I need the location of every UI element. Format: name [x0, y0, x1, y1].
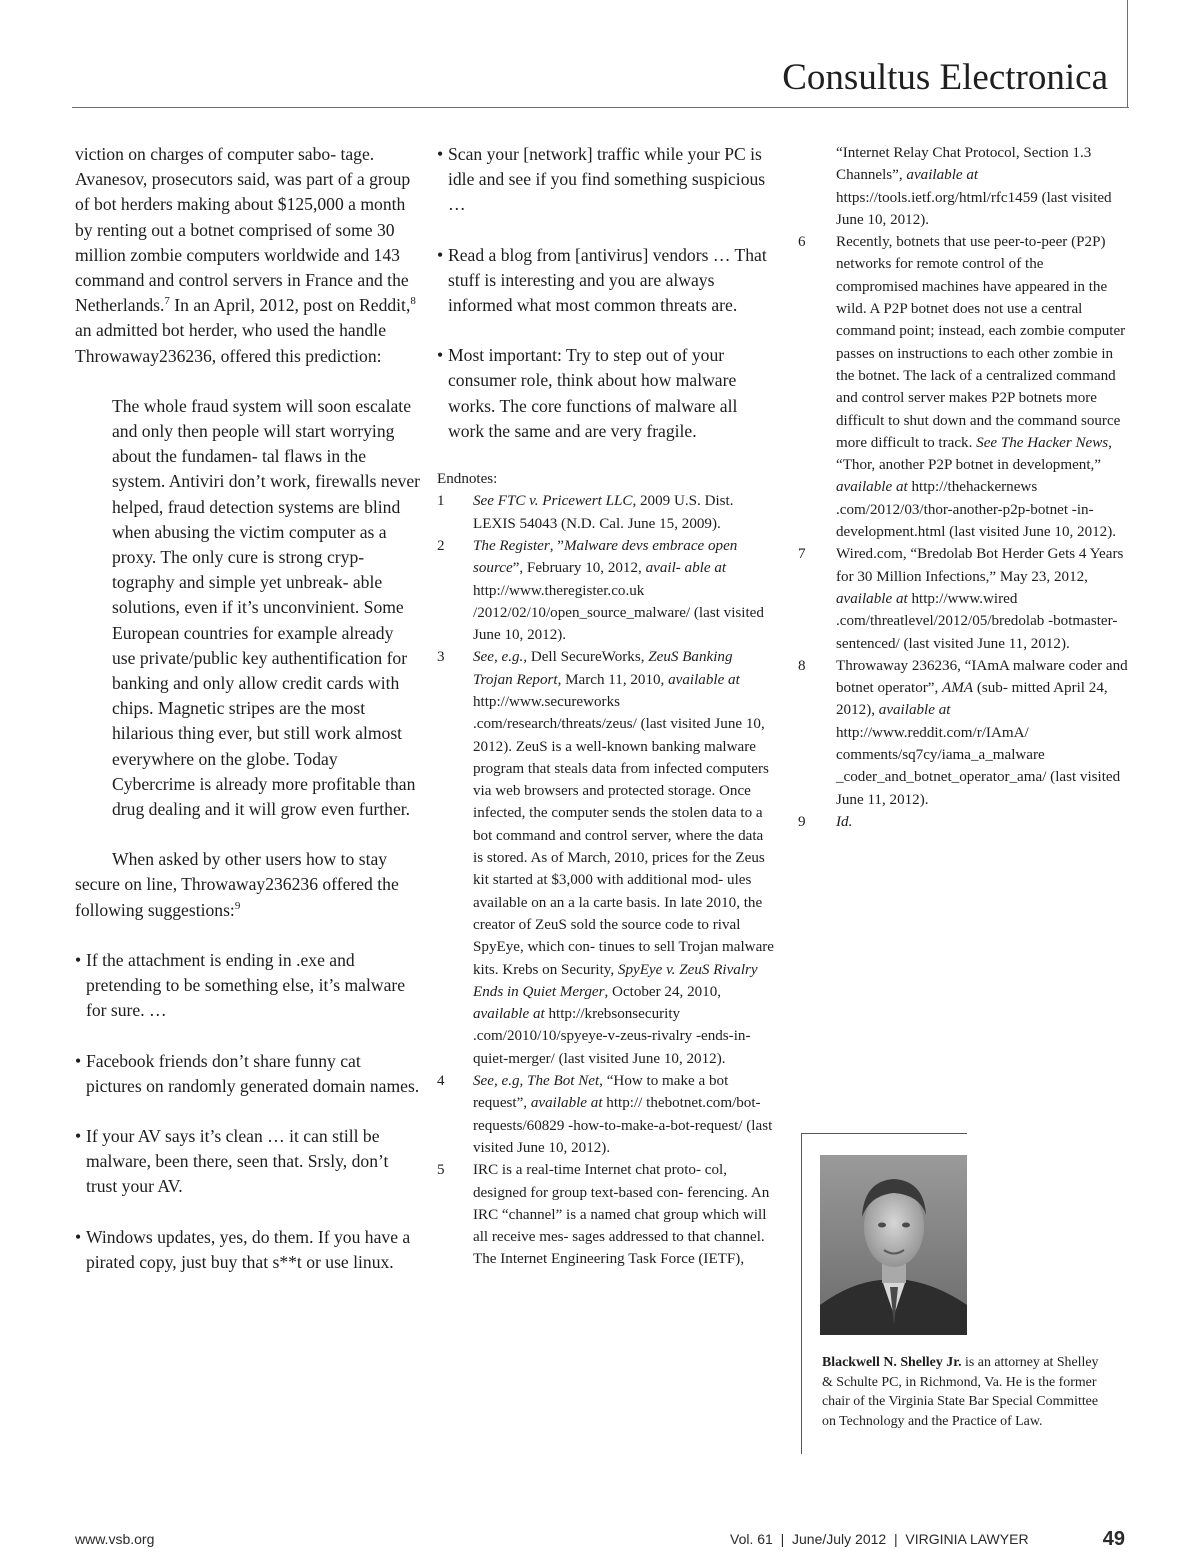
bullet-icon: •	[75, 1050, 82, 1071]
column-1	[75, 142, 420, 1275]
bullet-icon: •	[75, 949, 82, 970]
list-item: • Most important: Try to step out of your consumer role, think about how malware works. The core functions of malware all work the same and are very fragile.	[437, 343, 775, 444]
author-photo	[820, 1155, 967, 1335]
endnote-7: 7 Wired.com, “Bredolab Bot Herder Gets 4 Years for 30 Million Infections,” May 23, 2012, available at http://www.wired .com/threatlevel/2012/05/bredolab -botmaster-sentenced/ (last visited June 11, 2012).	[798, 546, 1124, 652]
list-item: • Facebook friends don’t share funny cat pictures on randomly generated domain names.	[75, 1049, 420, 1099]
endnote-9: 9 Id.	[798, 813, 853, 830]
paragraph-2: When asked by other users how to stay secure on line, Throwaway236236 offered the following suggestions:$^9$	[75, 849, 399, 920]
endnote-6: 6 Recently, botnets that use peer-to-peer (P2P) networks for remote control of the compromised machines have appeared in the wild. A P2P botnet does not use a central command point; instead, each zombie computer passes on instructions to each other zombie in the botnet. The lack of a centralized command and control server makes P2P botnets more difficult to shut down and the command source more difficult to track. See The Hacker News, “Thor, another P2P botnet in development,” available at http://thehackernews .com/2012/03/thor-another-p2p-botnet -in-development.html (last visited June 10, 2012).	[798, 234, 1126, 541]
list-item: • Windows updates, yes, do them. If you have a pirated copy, just buy that s**t or use linux.	[75, 1225, 420, 1275]
bullet-icon: •	[437, 144, 444, 164]
list-item: • Scan your [network] traffic while your PC is idle and see if you find something suspicious …	[437, 142, 775, 218]
endnote-4: 4 See, e.g, The Bot Net, “How to make a bot request”, available at http:// thebotnet.com/bot-requests/60829 -how-to-make-a-bot-request/ (last visited June 10, 2012).	[437, 1073, 773, 1156]
footer-url[interactable]: www.vsb.org	[75, 1531, 155, 1547]
bullet-icon: •	[437, 244, 444, 265]
endnotes-heading: Endnotes:	[437, 471, 498, 488]
endnote-1: 1 See FTC v. Pricewert LLC, 2009 U.S. Dist. LEXIS 54043 (N.D. Cal. June 15, 2009).	[437, 493, 734, 532]
author-name: Blackwell N. Shelley Jr.	[822, 1355, 962, 1370]
list-item: • If your AV says it’s clean … it can still be malware, been there, seen that. Srsly, don’t trust your AV.	[75, 1124, 420, 1200]
footnote-ref-9[interactable]: 9	[234, 899, 241, 912]
column-2	[437, 142, 775, 1271]
author-bio: Blackwell N. Shelley Jr. is an attorney at Shelley & Schulte PC, in Richmond, Va. He is the former chair of the Virginia State Bar Special Committee on Technology and the Practice of Law.	[822, 1355, 1099, 1429]
bullet-icon: •	[75, 1125, 82, 1146]
footnote-ref-8[interactable]: 8	[410, 295, 416, 308]
list-item: • If the attachment is ending in .exe and pretending to be something else, it’s malware for sure. …	[75, 948, 420, 1024]
running-header-title: Consultus Electronica	[782, 57, 1108, 98]
endnote-8: 8 Throwaway 236236, “IAmA malware coder and botnet operator”, AMA (sub- mitted April 24, 2012), available at http://www.reddit.com/r/IAmA/ comments/sq7cy/iama_a_malware _coder_and_botnet_operator_ama/ (last visited June 11, 2012).	[798, 657, 1128, 808]
page-number: 49	[1102, 1528, 1125, 1550]
paragraph-1: viction on charges of computer sabo- tage. Avanesov, prosecutors said, was part of a group of bot herders making about $125,000 a month by renting out a botnet comprised of some 30 million zombie computers worldwide and 143 command and control servers in France and the Netherlands.$^7$ In an April, 2012, post on Reddit,$^8$ an admitted bot herder, who used the handle Throwaway236236, offered this prediction:	[75, 144, 416, 366]
endnote-5-continued: “Internet Relay Chat Protocol, Section 1.3 Channels”, available at https://tools.ietf.org/html/rfc1459 (last visited June 10, 2012).	[836, 145, 1112, 228]
list-item: • Read a blog from [antivirus] vendors … That stuff is interesting and you are always informed what most common threats are.	[437, 243, 775, 319]
footer-issue: Vol. 61 | June/July 2012 | VIRGINIA LAWYER	[730, 1531, 1029, 1547]
bullet-icon: •	[437, 345, 444, 366]
endnote-5: 5 IRC is a real-time Internet chat proto- col, designed for group text-based con- ferencing. An IRC “channel” is a named chat group which will all receive mes- sages addressed to that channel. The Internet Engineering Task Force (IETF),	[437, 1162, 770, 1268]
endnote-2: 2 The Register, ”Malware devs embrace open source”, February 10, 2012, avail- able at http://www.theregister.co.uk /2012/02/10/open_source_malware/ (last visited June 10, 2012).	[437, 537, 764, 644]
block-quote: The whole fraud system will soon escalate and only then people will start worrying about the fundamen- tal flaws in the system. Antiviri don’t work, firewalls never helped, fraud detection systems are blind when abusing the victim computer as a proxy. The only cure is strong cryp- tography and simple yet unbreak- able solutions, even if it’s unconvinient. Some European countries for example already use private/public key authentification for banking and only allow credit cards with chips. Magnetic stripes are the most hilarious thing ever, but still work almost everywhere on the globe. Today Cybercrime is already more profitable than drug dealing and it will grow even further.	[112, 395, 421, 820]
column-3	[798, 142, 1128, 833]
header-vertical-rule	[1127, 0, 1128, 108]
footnote-ref-7[interactable]: 7	[164, 295, 170, 308]
endnote-3: 3 See, e.g., Dell SecureWorks, ZeuS Banking Trojan Report, March 11, 2010, available at http://www.secureworks .com/research/threats/zeus/ (last visited June 10, 2012). ZeuS is a well-known banking malware program that steals data from infected computers via web browsers and protected storage. Once infected, the computer sends the stolen data to a bot command and control server, where the data is stored. As of March, 2010, prices for the Zeus kit started at $3,000 with additional mod- ules available on an a la carte basis. In late 2010, the creator of ZeuS sold the source code to rival SpyEye, which con- tinues to sell Trojan malware kits. Krebs on Security, SpyEye v. ZeuS Rivalry Ends in Quiet Merger, October 24, 2010, available at http://krebsonsecurity .com/2010/10/spyeye-v-zeus-rivalry -ends-in-quiet-merger/ (last visited June 10, 2012).	[437, 649, 774, 1067]
header-rule	[72, 107, 1129, 108]
endnote-link[interactable]: http://www.theregister.co.uk /2012/02/10/open_source_malware/ (last visited June 10, 2012).	[473, 582, 764, 644]
bullet-icon: •	[75, 1226, 82, 1247]
